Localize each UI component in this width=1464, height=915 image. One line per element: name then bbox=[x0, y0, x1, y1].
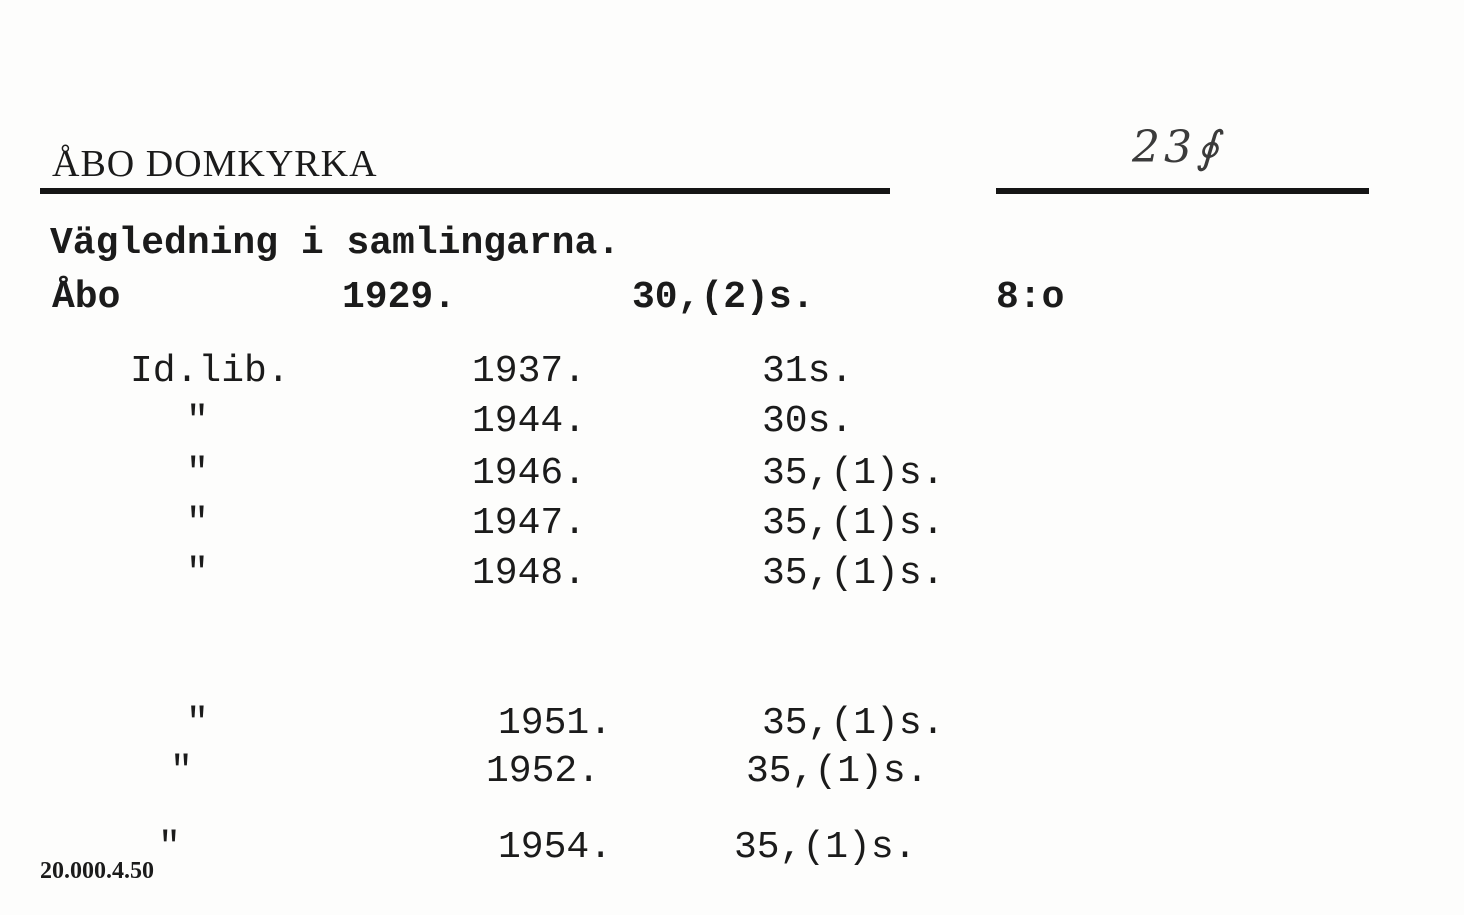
edition-year: 1944. bbox=[472, 400, 587, 443]
edition-year: 1947. bbox=[472, 502, 587, 545]
shelf-mark-handwritten: 23∮ bbox=[1132, 122, 1223, 173]
edition-label: " bbox=[186, 502, 209, 545]
edition-label: " bbox=[158, 826, 181, 869]
edition-label: " bbox=[186, 702, 209, 745]
imprint-year: 1929. bbox=[342, 276, 457, 319]
edition-year: 1952. bbox=[486, 750, 601, 793]
imprint-format: 8:o bbox=[996, 276, 1065, 319]
card-heading: ÅBO DOMKYRKA bbox=[52, 143, 378, 185]
imprint-place: Åbo bbox=[52, 276, 121, 319]
edition-pages: 35,(1)s. bbox=[734, 826, 917, 869]
imprint-pages: 30,(2)s. bbox=[632, 276, 815, 319]
edition-year: 1951. bbox=[498, 702, 613, 745]
edition-pages: 30s. bbox=[762, 400, 854, 443]
edition-year: 1946. bbox=[472, 452, 587, 495]
edition-label: " bbox=[170, 750, 193, 793]
edition-pages: 35,(1)s. bbox=[762, 552, 945, 595]
edition-label: " bbox=[186, 552, 209, 595]
edition-year: 1954. bbox=[498, 826, 613, 869]
heading-rule-left bbox=[40, 188, 890, 194]
edition-pages: 35,(1)s. bbox=[762, 702, 945, 745]
edition-pages: 35,(1)s. bbox=[746, 750, 929, 793]
edition-pages: 35,(1)s. bbox=[762, 502, 945, 545]
edition-label: " bbox=[186, 452, 209, 495]
print-code: 20.000.4.50 bbox=[40, 858, 154, 884]
edition-year: 1937. bbox=[472, 350, 587, 393]
title-line: Vägledning i samlingarna. bbox=[50, 222, 621, 265]
edition-label: " bbox=[186, 400, 209, 443]
edition-year: 1948. bbox=[472, 552, 587, 595]
edition-pages: 35,(1)s. bbox=[762, 452, 945, 495]
edition-label: Id.lib. bbox=[130, 350, 290, 393]
edition-pages: 31s. bbox=[762, 350, 854, 393]
heading-rule-right bbox=[996, 188, 1369, 194]
